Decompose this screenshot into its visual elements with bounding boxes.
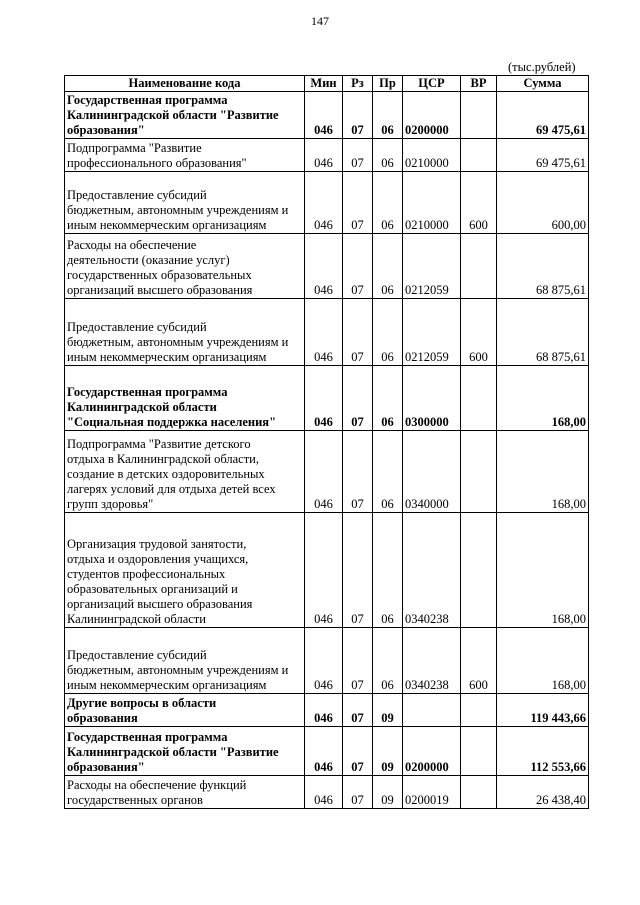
row-csr: 0212059 — [403, 299, 461, 366]
row-sum: 168,00 — [497, 513, 589, 628]
row-csr: 0200000 — [403, 727, 461, 776]
row-name: Подпрограмма "Развитие детского отдыха в Калининградской области, создание в детских оздоровительных лагерях условий для отдыха детей всех групп здоровья" — [67, 437, 276, 511]
row-name: Предоставление субсидий бюджетным, автономным учреждениям и иным некоммерческим организациям — [67, 188, 289, 232]
row-vr: 600 — [461, 628, 497, 694]
table-row — [65, 139, 589, 172]
header-sum: Сумма — [497, 76, 589, 92]
table-row — [65, 776, 589, 809]
row-vr — [461, 431, 497, 513]
row-sum: 68 875,61 — [497, 234, 589, 299]
row-min: 046 — [305, 92, 343, 139]
row-vr — [461, 513, 497, 628]
row-min: 046 — [305, 431, 343, 513]
row-pr: 06 — [373, 513, 403, 628]
row-sum: 119 443,66 — [497, 694, 589, 727]
row-csr: 0300000 — [403, 366, 461, 431]
row-name: Подпрограмма "Развитие профессионального образования" — [67, 141, 247, 170]
table-row — [65, 172, 589, 234]
row-rz: 07 — [343, 172, 373, 234]
row-rz: 07 — [343, 431, 373, 513]
row-pr: 06 — [373, 234, 403, 299]
row-rz: 07 — [343, 727, 373, 776]
row-vr — [461, 727, 497, 776]
row-name: Другие вопросы в области образования — [67, 696, 217, 725]
budget-table — [64, 75, 589, 809]
row-min: 046 — [305, 234, 343, 299]
row-rz: 07 — [343, 694, 373, 727]
row-vr: 600 — [461, 299, 497, 366]
table-row — [65, 299, 589, 366]
row-rz: 07 — [343, 234, 373, 299]
header-name: Наименование кода — [65, 76, 305, 92]
row-vr — [461, 776, 497, 809]
row-sum: 168,00 — [497, 366, 589, 431]
row-sum: 600,00 — [497, 172, 589, 234]
row-sum: 68 875,61 — [497, 299, 589, 366]
row-name: Государственная программа Калининградской области "Развитие образования" — [67, 93, 279, 137]
row-vr — [461, 694, 497, 727]
row-min: 046 — [305, 776, 343, 809]
header-csr: ЦСР — [403, 76, 461, 92]
row-csr — [403, 694, 461, 727]
table-row — [65, 234, 589, 299]
header-rz: Рз — [343, 76, 373, 92]
row-min: 046 — [305, 727, 343, 776]
row-min: 046 — [305, 172, 343, 234]
row-vr: 600 — [461, 172, 497, 234]
row-name: Государственная программа Калининградской области "Социальная поддержка населения" — [67, 385, 277, 429]
row-pr: 06 — [373, 431, 403, 513]
row-pr: 09 — [373, 727, 403, 776]
row-vr — [461, 234, 497, 299]
table-row — [65, 628, 589, 694]
row-csr: 0200000 — [403, 92, 461, 139]
table-row — [65, 366, 589, 431]
row-rz: 07 — [343, 628, 373, 694]
row-sum: 168,00 — [497, 431, 589, 513]
row-sum: 69 475,61 — [497, 139, 589, 172]
row-rz: 07 — [343, 299, 373, 366]
row-name: Предоставление субсидий бюджетным, автономным учреждениям и иным некоммерческим организациям — [67, 648, 289, 692]
row-csr: 0340000 — [403, 431, 461, 513]
row-vr — [461, 92, 497, 139]
row-rz: 07 — [343, 513, 373, 628]
row-sum: 112 553,66 — [497, 727, 589, 776]
table-header-row — [65, 76, 589, 92]
row-vr — [461, 139, 497, 172]
row-csr: 0340238 — [403, 513, 461, 628]
header-vr: ВР — [461, 76, 497, 92]
table-row — [65, 727, 589, 776]
row-min: 046 — [305, 139, 343, 172]
table-row — [65, 513, 589, 628]
row-rz: 07 — [343, 776, 373, 809]
row-csr: 0210000 — [403, 139, 461, 172]
row-csr: 0212059 — [403, 234, 461, 299]
row-name: Организация трудовой занятости, отдыха и оздоровления учащихся, студентов профессиональных образовательных организаций и организаций высшего образования Калининградской области — [67, 537, 253, 626]
row-pr: 06 — [373, 628, 403, 694]
row-name: Расходы на обеспечение деятельности (оказание услуг) государственных образовательных организаций высшего образования — [67, 238, 253, 297]
row-sum: 69 475,61 — [497, 92, 589, 139]
row-min: 046 — [305, 628, 343, 694]
table-row — [65, 694, 589, 727]
row-csr: 0340238 — [403, 628, 461, 694]
row-pr: 09 — [373, 776, 403, 809]
header-min: Мин — [305, 76, 343, 92]
row-rz: 07 — [343, 139, 373, 172]
row-min: 046 — [305, 366, 343, 431]
page-number: 147 — [311, 14, 329, 28]
row-rz: 07 — [343, 92, 373, 139]
row-name: Расходы на обеспечение функций государственных органов — [67, 778, 247, 807]
row-pr: 06 — [373, 92, 403, 139]
row-pr: 09 — [373, 694, 403, 727]
table-row — [65, 92, 589, 139]
table-row — [65, 431, 589, 513]
row-sum: 26 438,40 — [497, 776, 589, 809]
row-rz: 07 — [343, 366, 373, 431]
row-pr: 06 — [373, 172, 403, 234]
row-pr: 06 — [373, 366, 403, 431]
row-csr: 0200019 — [403, 776, 461, 809]
row-pr: 06 — [373, 139, 403, 172]
row-name: Государственная программа Калининградской области "Развитие образования" — [67, 730, 279, 774]
row-min: 046 — [305, 299, 343, 366]
units-label: (тыс.рублей) — [508, 60, 576, 74]
header-pr: Пр — [373, 76, 403, 92]
row-min: 046 — [305, 694, 343, 727]
row-csr: 0210000 — [403, 172, 461, 234]
row-sum: 168,00 — [497, 628, 589, 694]
row-min: 046 — [305, 513, 343, 628]
row-vr — [461, 366, 497, 431]
row-name: Предоставление субсидий бюджетным, автономным учреждениям и иным некоммерческим организациям — [67, 320, 289, 364]
row-pr: 06 — [373, 299, 403, 366]
